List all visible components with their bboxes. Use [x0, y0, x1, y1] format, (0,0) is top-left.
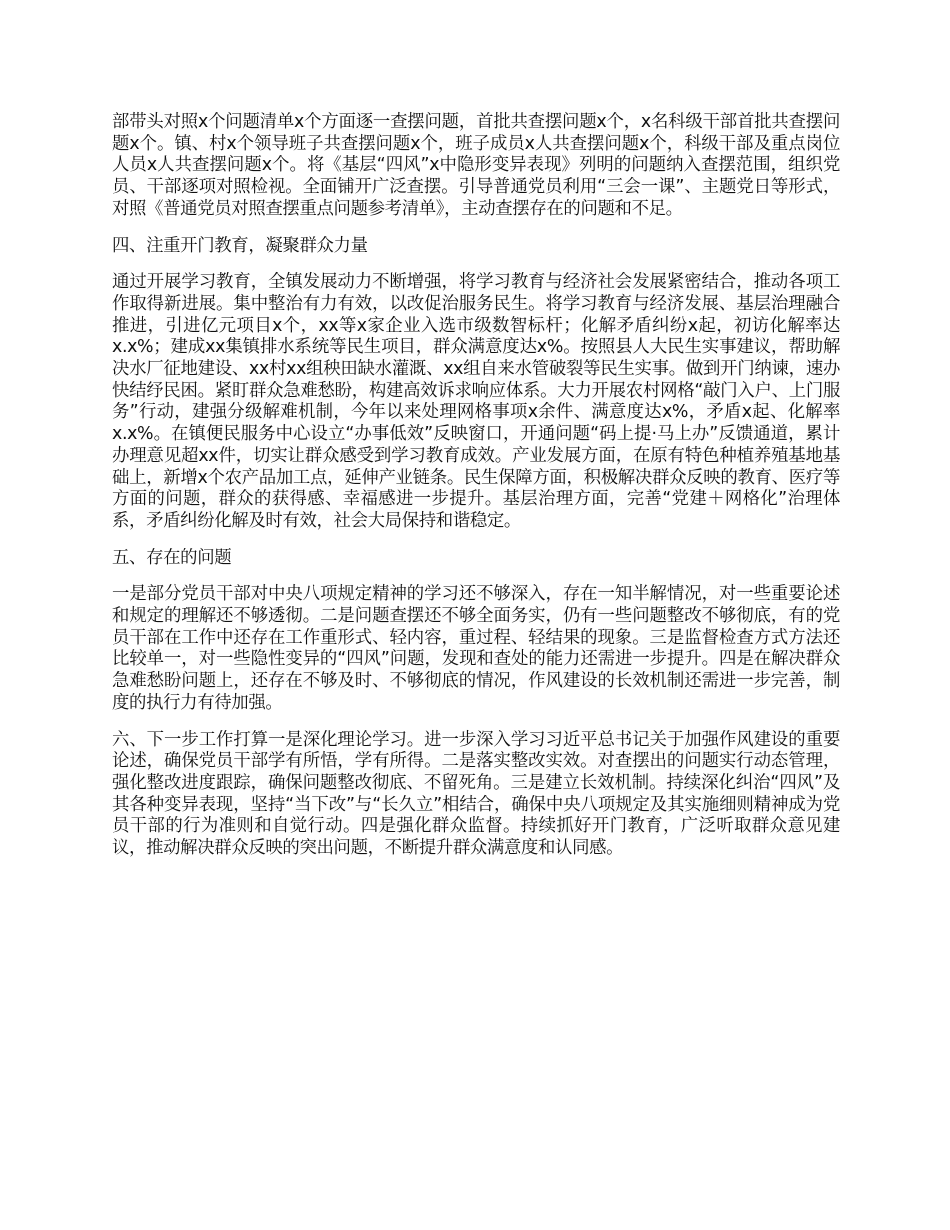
document-page — [112, 112, 840, 875]
section-heading-open-education: 四、注重开门教育，凝聚群众力量 — [112, 235, 368, 256]
paragraph-next-steps: 六、下一步工作打算一是深化理论学习。进一步深入学习习近平总书记关于加强作风建设的重要论述，确保党员干部学有所悟，学有所得。二是落实整改实效。对查摆出的问题实行动态管理，强化整改进度跟踪，确保问题整改彻底、不留死角。三是建立长效机制。持续深化纠治“四风”及其各种变异表现，坚持“当下改”与“长久立”相结合，确保中央八项规定及其实施细则精神成为党员干部的行为准则和自觉行动。四是强化群众监督。持续抓好开门教育，广泛听取群众意见建议，推动解决群众反映的突出问题，不断提升群众满意度和认同感。 — [112, 729, 840, 859]
section-heading-existing-problems: 五、存在的问题 — [112, 547, 232, 568]
paragraph-existing-problems: 一是部分党员干部对中央八项规定精神的学习还不够深入，存在一知半解情况，对一些重要论述和规定的理解还不够透彻。二是问题查摆还不够全面务实，仍有一些问题整改不够彻底，有的党员干部在工作中还存在工作重形式、轻内容，重过程、轻结果的现象。三是监督检查方式方法还比较单一，对一些隐性变异的“四风”问题，发现和查处的能力还需进一步提升。四是在解决群众急难愁盼问题上，还存在不够及时、不够彻底的情况，作风建设的长效机制还需进一步完善，制度的执行力有待加强。 — [112, 584, 840, 713]
paragraph-open-education: 通过开展学习教育，全镇发展动力不断增强，将学习教育与经济社会发展紧密结合，推动各项工作取得新进展。集中整治有力有效，以改促治服务民生。将学习教育与经济发展、基层治理融合推进，引进亿元项目x个，xx等x家企业入选市级数智标杆；化解矛盾纠纷x起，初访化解率达x.x%；建成xx集镇排水系统等民生项目，群众满意度达x%。按照县人大民生实事建议，帮助解决水厂征地建设、xx村xx组秧田缺水灌溉、xx组自来水管破裂等民生实事。做到开门纳谏，速办快结纾民困。紧盯群众急难愁盼，构建高效诉求响应体系。大力开展农村网格“敲门入户、上门服务”行动，建强分级解难机制，今年以来处理网格事项x余件、满意度达x%，矛盾x起、化解率x.x%。在镇便民服务中心设立“办事低效”反映窗口，开通问题“码上提·马上办”反馈通道，累计办理意见超xx件，切实让群众感受到学习教育成效。产业发展方面，在原有特色种植养殖基地基础上，新增x个农产品加工点，延伸产业链条。民生保障方面，积极解决群众反映的教育、医疗等方面的问题，群众的获得感、幸福感进一步提升。基层治理方面，完善“党建＋网格化”治理体系，矛盾纠纷化解及时有效，社会大局保持和谐稳定。 — [112, 272, 840, 531]
paragraph-self-inspection: 部带头对照x个问题清单x个方面逐一查摆问题，首批共查摆问题x个，x名科级干部首批共查摆问题x个。镇、村x个领导班子共查摆问题x个，班子成员x人共查摆问题x个，科级干部及重点岗位人员x人共查摆问题x个。将《基层“四风”x中隐形变异表现》列明的问题纳入查摆范围，组织党员、干部逐项对照检视。全面铺开广泛查摆。引导普通党员利用“三会一课”、主题党日等形式，对照《普通党员对照查摆重点问题参考清单》，主动查摆存在的问题和不足。 — [112, 112, 840, 219]
